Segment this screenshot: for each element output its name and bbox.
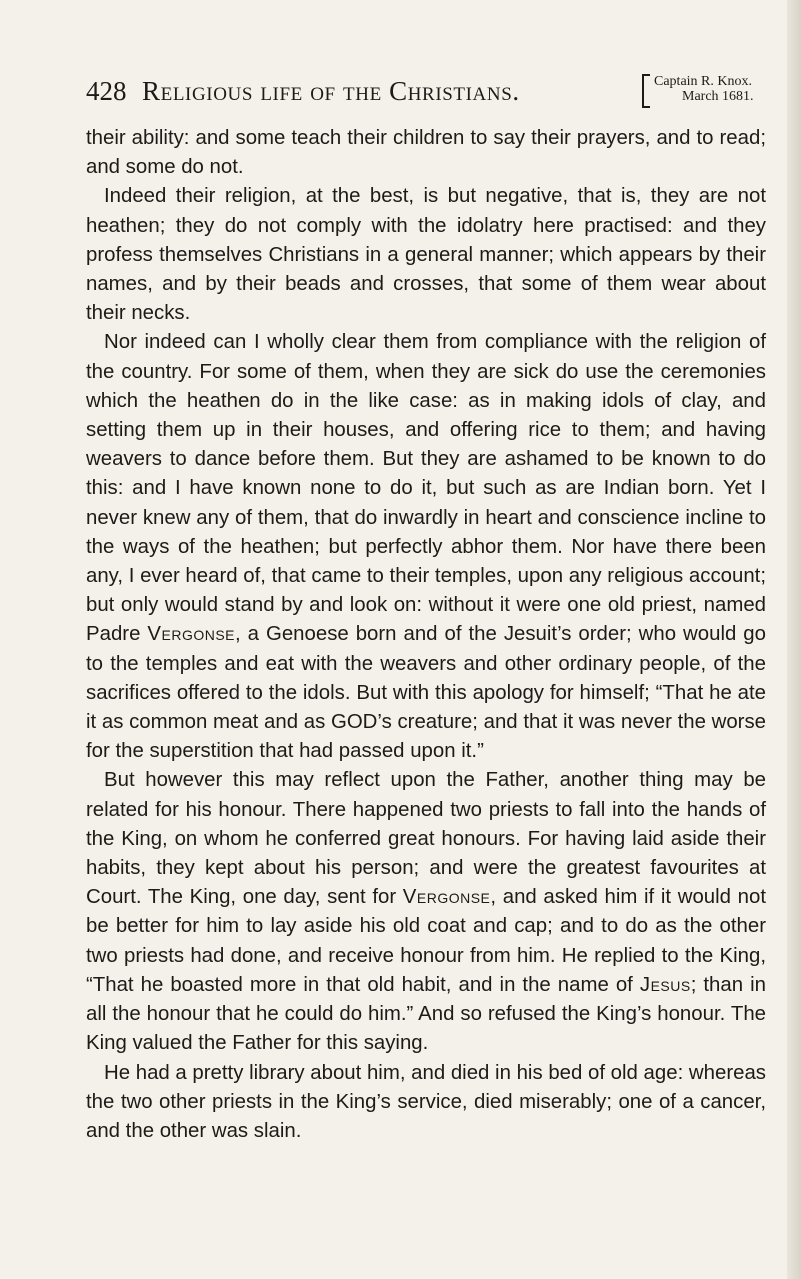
bracket-glyph <box>642 74 650 108</box>
text-run: ; than in all the honour that he could do him.” And so refused the King’s honour. The King valued the Father for this saying. <box>86 973 766 1055</box>
name-jesus: Jesus <box>639 973 691 996</box>
body-text <box>86 124 766 1146</box>
text-run: He had a pretty library about him, and died in his bed of old age: whereas the two other priests in the King’s service, died miserably; one of a cancer, and the other was slain. <box>86 1061 766 1142</box>
text-run: Indeed their religion, at the best, is but negative, that is, they are not heathen; they do not comply with the idolatry here practised: and they profess themselves Christians in a general manner; which appears by their names, and by their beads and crosses, that some of them wear about their necks. <box>86 185 766 325</box>
name-vergonse: Vergonse <box>402 886 491 909</box>
text-run: But however this may reflect upon the Father, another thing may be related for his honour. There happened two priests to fall into the hands of the King, on whom he conferred great honours. For having laid aside their habits, they kept about his person; and were the greatest favourites at Court. The King, one day, sent for <box>86 769 766 909</box>
page-number: 428 <box>86 76 127 106</box>
text-run: , and asked him if it would not be better for him to lay aside his old coat and cap; and to do as the other two priests had done, and receive honour from him. He replied to the King, “That he boasted more in that old habit, and in the name of <box>86 886 766 996</box>
margin-note-date: March 1681. <box>682 89 754 104</box>
margin-note <box>642 72 766 108</box>
paragraph-3 <box>86 328 766 766</box>
running-header <box>86 72 766 110</box>
text-run: their ability: and some teach their children to say their prayers, and to read; and some do not. <box>86 127 766 179</box>
paragraph-4 <box>86 766 766 1058</box>
paragraph-2 <box>86 182 766 328</box>
running-title: Religious life of the Christians. <box>142 76 520 106</box>
page-edge <box>787 0 801 1279</box>
margin-note-author: Captain R. Knox. <box>654 74 752 89</box>
text-run: Nor indeed can I wholly clear them from compliance with the religion of the country. For some of them, when they are sick do use the ceremonies which the heathen do in the like case: as in making idols of clay, and setting them up in their houses, and offering rice to them; and having weavers to dance before them. But they are ashamed to be known to do this: and I have known none to do it, but such as are Indian born. Yet I never knew any of them, that do inwardly in heart and conscience incline to the ways of the heathen; but perfectly abhor them. Nor have there been any, I ever heard of, that came to their temples, upon any religious account; but only would stand by and look on: without it were one old priest, named Padre <box>86 331 766 646</box>
paragraph-1 <box>86 124 766 182</box>
name-vergonse: Vergonse <box>147 623 236 646</box>
text-run: , a Genoese born and of the Jesuit’s order; who would go to the temples and eat with the weavers and other ordinary people, of the sacrifices offered to the idols. But with this apology for himself; “That he ate it as common meat and as GOD’s creature; and that it was never the worse for the superstition that had passed upon it.” <box>86 623 766 763</box>
paragraph-5 <box>86 1059 766 1147</box>
